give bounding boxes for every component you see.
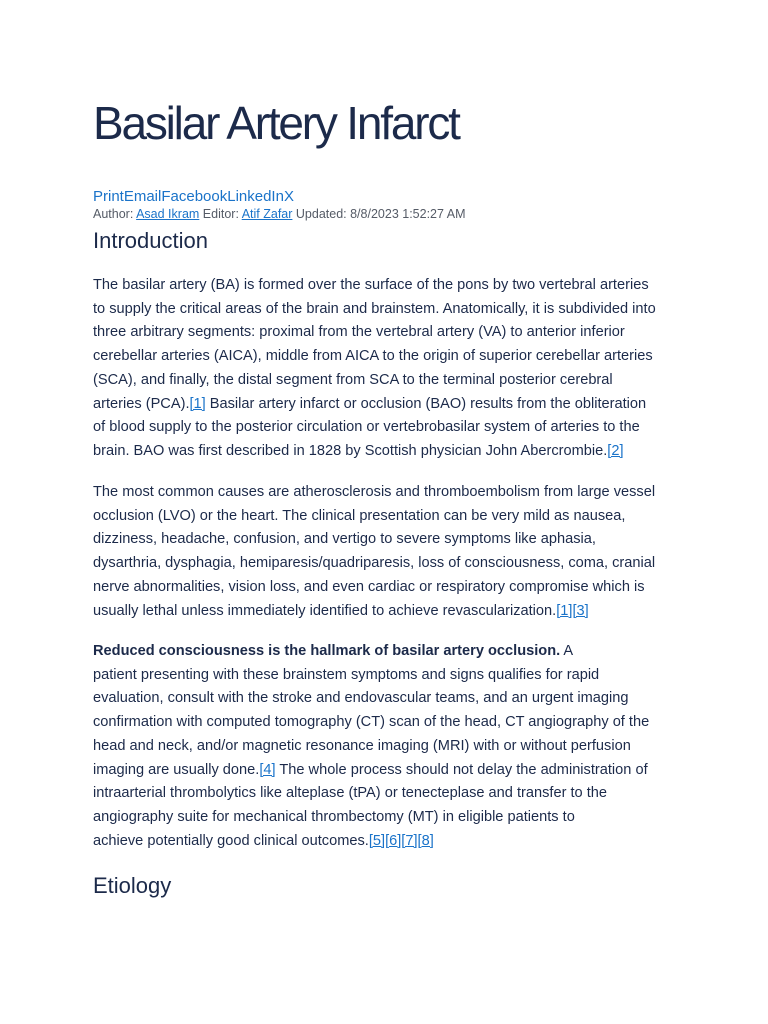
text-line: confirmation with computed tomography (CT) scan of the head, CT angiography of the [93,714,650,731]
reference-link-1[interactable]: [1] [189,395,206,412]
text-line: three arbitrary segments: proximal from the vertebral artery (VA) to anterior inferior [93,324,625,341]
text-line: of blood supply to the posterior circulation or vertebrobasilar system of arteries to the [93,419,640,436]
email-link[interactable]: Email [123,188,162,205]
print-link[interactable]: Print [93,188,124,205]
text-line: occlusion (LVO) or the heart. The clinical presentation can be very mild as nausea, [93,507,626,524]
text-fragment: arteries (PCA). [93,395,190,412]
reference-link-6[interactable]: [6] [385,832,402,849]
text-line: head and neck, and/or magnetic resonance imaging (MRI) with or without perfusion [93,737,631,754]
updated-label: Updated: [292,207,351,221]
updated-date: 8/8/2023 1:52:27 AM [350,207,466,221]
text-line: angiography suite for mechanical thrombectomy (MT) in eligible patients to [93,808,575,825]
reference-link-3[interactable]: [3] [572,602,589,619]
text-fragment: The whole process should not delay the administration of [275,761,648,778]
text-line: The most common causes are atherosclerosis and thromboembolism from large vessel [93,484,656,500]
share-bar [93,188,294,206]
text-line: evaluation, consult with the stroke and endovascular teams, and an urgent imaging [93,690,629,707]
x-link[interactable]: X [283,188,294,205]
editor-label: Editor: [199,207,242,221]
text-line: intraarterial thrombolytics like alteplase (tPA) or tenecteplase and transfer to the [93,785,608,802]
facebook-link[interactable]: Facebook [161,188,228,205]
text-fragment: achieve potentially good clinical outcomes. [93,832,369,849]
reference-link-7[interactable]: [7] [401,832,418,849]
text-line: to supply the critical areas of the brain and brainstem. Anatomically, it is subdivided into [93,300,656,317]
text-fragment: A [560,643,574,659]
text-line: cerebellar arteries (AICA), middle from AICA to the origin of superior cerebellar arteries [93,348,653,365]
editor-link[interactable]: Atif Zafar [241,207,293,221]
text-fragment: brain. BAO was first described in 1828 by Scottish physician John Abercrombie. [93,442,608,459]
author-link[interactable]: Asad Ikram [136,207,200,221]
text-line: dysarthria, dysphagia, hemiparesis/quadriparesis, loss of consciousness, coma, cranial [93,555,656,572]
key-statement: Reduced consciousness is the hallmark of basilar artery occlusion. [93,643,561,659]
reference-link-5[interactable]: [5] [368,832,386,849]
text-line [93,759,683,783]
reference-link-4[interactable]: [4] [259,761,276,778]
reference-link-1[interactable]: [1] [556,602,573,619]
text-fragment: usually lethal unless immediately identified to achieve revascularization. [93,602,557,619]
linkedin-link[interactable]: LinkedIn [227,188,284,205]
text-line: nerve abnormalities, vision loss, and even cardiac or respiratory compromise which is [93,578,645,595]
article-meta [93,206,465,222]
text-fragment: Basilar artery infarct or occlusion (BAO) results from the obliteration [205,395,647,412]
text-line: The basilar artery (BA) is formed over the surface of the pons by two vertebral arteries [93,277,649,293]
text-line: patient presenting with these brainstem symptoms and signs qualifies for rapid [93,666,600,683]
text-line: dizziness, headache, confusion, and vertigo to severe symptoms like aphasia, [93,531,596,548]
reference-link-8[interactable]: [8] [417,832,434,849]
author-label: Author: [93,207,137,221]
text-line [93,393,683,417]
page-title: Basilar Artery Infarct [93,97,459,149]
text-line: (SCA), and finally, the distal segment from SCA to the terminal posterior cerebral [93,371,613,388]
text-fragment: imaging are usually done. [93,761,260,778]
text-line [93,640,683,664]
section-heading-introduction: Introduction [93,228,208,253]
intro-paragraph-3 [93,640,683,853]
text-line [93,440,683,464]
intro-paragraph-1 [93,274,683,464]
text-line [93,830,683,854]
intro-paragraph-2 [93,481,683,623]
section-heading-etiology: Etiology [93,873,172,898]
text-line [93,600,683,624]
reference-link-2[interactable]: [2] [607,442,624,459]
